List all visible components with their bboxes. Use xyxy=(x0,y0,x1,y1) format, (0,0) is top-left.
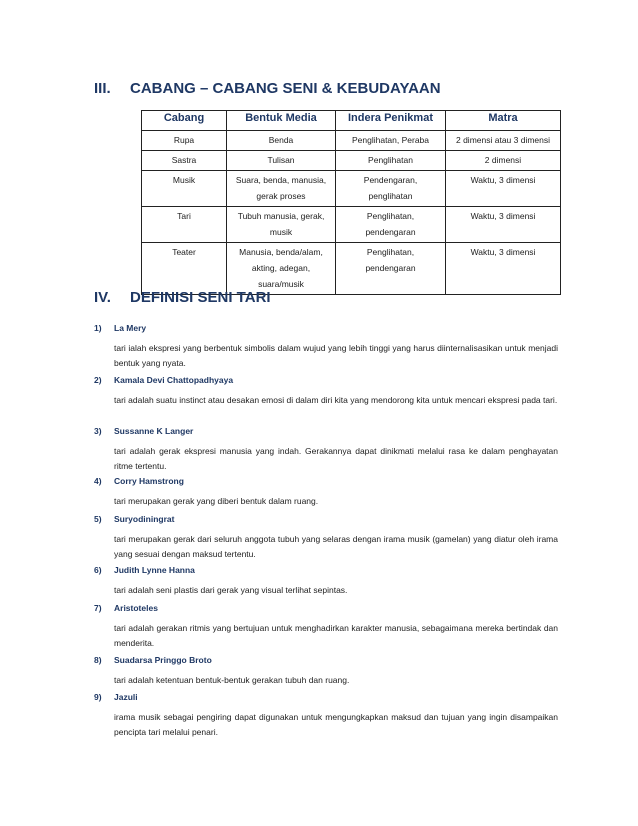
section-4-title: DEFINISI SENI TARI xyxy=(130,289,271,306)
definition-number: 1) xyxy=(94,323,102,333)
definition-author: Suadarsa Pringgo Broto xyxy=(114,655,212,665)
table-cell: Tari xyxy=(142,207,227,243)
definition-number: 8) xyxy=(94,655,102,665)
section-3-title: CABANG – CABANG SENI & KEBUDAYAAN xyxy=(130,80,441,97)
section-4-number: IV. xyxy=(94,289,111,306)
table-row xyxy=(142,171,561,207)
definition-number: 5) xyxy=(94,514,102,524)
definition-author: Kamala Devi Chattopadhyaya xyxy=(114,375,234,385)
definition-author: Aristoteles xyxy=(114,603,158,613)
definition-number: 9) xyxy=(94,692,102,702)
definition-author: Suryodiningrat xyxy=(114,514,175,524)
definition-text: tari adalah seni plastis dari gerak yang visual terlihat sepintas. xyxy=(114,585,348,595)
table-cell: Suara, benda, manusia, gerak proses xyxy=(227,171,336,207)
table-header: Matra xyxy=(446,111,561,131)
table-header: Cabang xyxy=(142,111,227,131)
table-cell: Penglihatan, pendengaran xyxy=(336,243,446,295)
table-cell: Musik xyxy=(142,171,227,207)
definition-text: tari ialah ekspresi yang berbentuk simbolis dalam wujud yang lebih tinggi yang harus diinternalisasikan untuk menjadi bentuk yang nyata. xyxy=(114,343,558,368)
definition-text: tari adalah gerak ekspresi manusia yang indah. Gerakannya dapat dinikmati melalui rasa ke dalam penghayatan ritme tertentu. xyxy=(114,446,558,471)
definition-text: tari merupakan gerak dari seluruh anggota tubuh yang selaras dengan irama musik (gamelan) yang diatur oleh irama yang sesuai dengan maksud tertentu. xyxy=(114,534,558,559)
definition-author: Sussanne K Langer xyxy=(114,426,194,436)
table-header: Bentuk Media xyxy=(227,111,336,131)
table-cell: 2 dimensi atau 3 dimensi xyxy=(446,131,561,151)
definition-text: tari adalah ketentuan bentuk-bentuk gerakan tubuh dan ruang. xyxy=(114,675,350,685)
table-row xyxy=(142,131,561,151)
table-header-row xyxy=(142,111,561,131)
table-row xyxy=(142,243,561,295)
table-header: Indera Penikmat xyxy=(336,111,446,131)
table-cell: Penglihatan xyxy=(336,151,446,171)
definition-number: 6) xyxy=(94,565,102,575)
table-cell: Penglihatan, Peraba xyxy=(336,131,446,151)
definition-text: irama musik sebagai pengiring dapat digunakan untuk mengungkapkan maksud dan tujuan yang ingin disampaikan pencipta tari melalui penari. xyxy=(114,712,558,737)
section-4-heading xyxy=(94,289,271,306)
definition-text: tari merupakan gerak yang diberi bentuk dalam ruang. xyxy=(114,496,319,506)
table-cell: Pendengaran, penglihatan xyxy=(336,171,446,207)
section-3-heading xyxy=(94,80,441,97)
table-cell: Rupa xyxy=(142,131,227,151)
definition-number: 2) xyxy=(94,375,102,385)
section-3-number: III. xyxy=(94,80,111,97)
definition-author: Judith Lynne Hanna xyxy=(114,565,195,575)
definition-author: Jazuli xyxy=(114,692,138,702)
table-cell: Manusia, benda/alam, akting, adegan, suara/musik xyxy=(227,243,336,295)
table-cell: 2 dimensi xyxy=(446,151,561,171)
table-cell: Waktu, 3 dimensi xyxy=(446,207,561,243)
table-cell: Sastra xyxy=(142,151,227,171)
definition-number: 3) xyxy=(94,426,102,436)
definition-text: tari adalah suatu instinct atau desakan emosi di dalam diri kita yang mendorong kita untuk mencari ekspresi pada tari. xyxy=(114,395,558,405)
table-row xyxy=(142,207,561,243)
table-cell: Tulisan xyxy=(227,151,336,171)
table-cell: Benda xyxy=(227,131,336,151)
cabang-seni-table xyxy=(141,110,561,295)
definition-author: Corry Hamstrong xyxy=(114,476,184,486)
table-cell: Waktu, 3 dimensi xyxy=(446,243,561,295)
definition-number: 4) xyxy=(94,476,102,486)
table-cell: Penglihatan, pendengaran xyxy=(336,207,446,243)
definition-number: 7) xyxy=(94,603,102,613)
definition-author: La Mery xyxy=(114,323,147,333)
table-cell: Waktu, 3 dimensi xyxy=(446,171,561,207)
definition-text: tari adalah gerakan ritmis yang bertujuan untuk menghadirkan karakter manusia, sebagaimana mereka bertindak dan menderita. xyxy=(114,623,558,648)
table-cell: Tubuh manusia, gerak, musik xyxy=(227,207,336,243)
table-row xyxy=(142,151,561,171)
table-cell: Teater xyxy=(142,243,227,295)
